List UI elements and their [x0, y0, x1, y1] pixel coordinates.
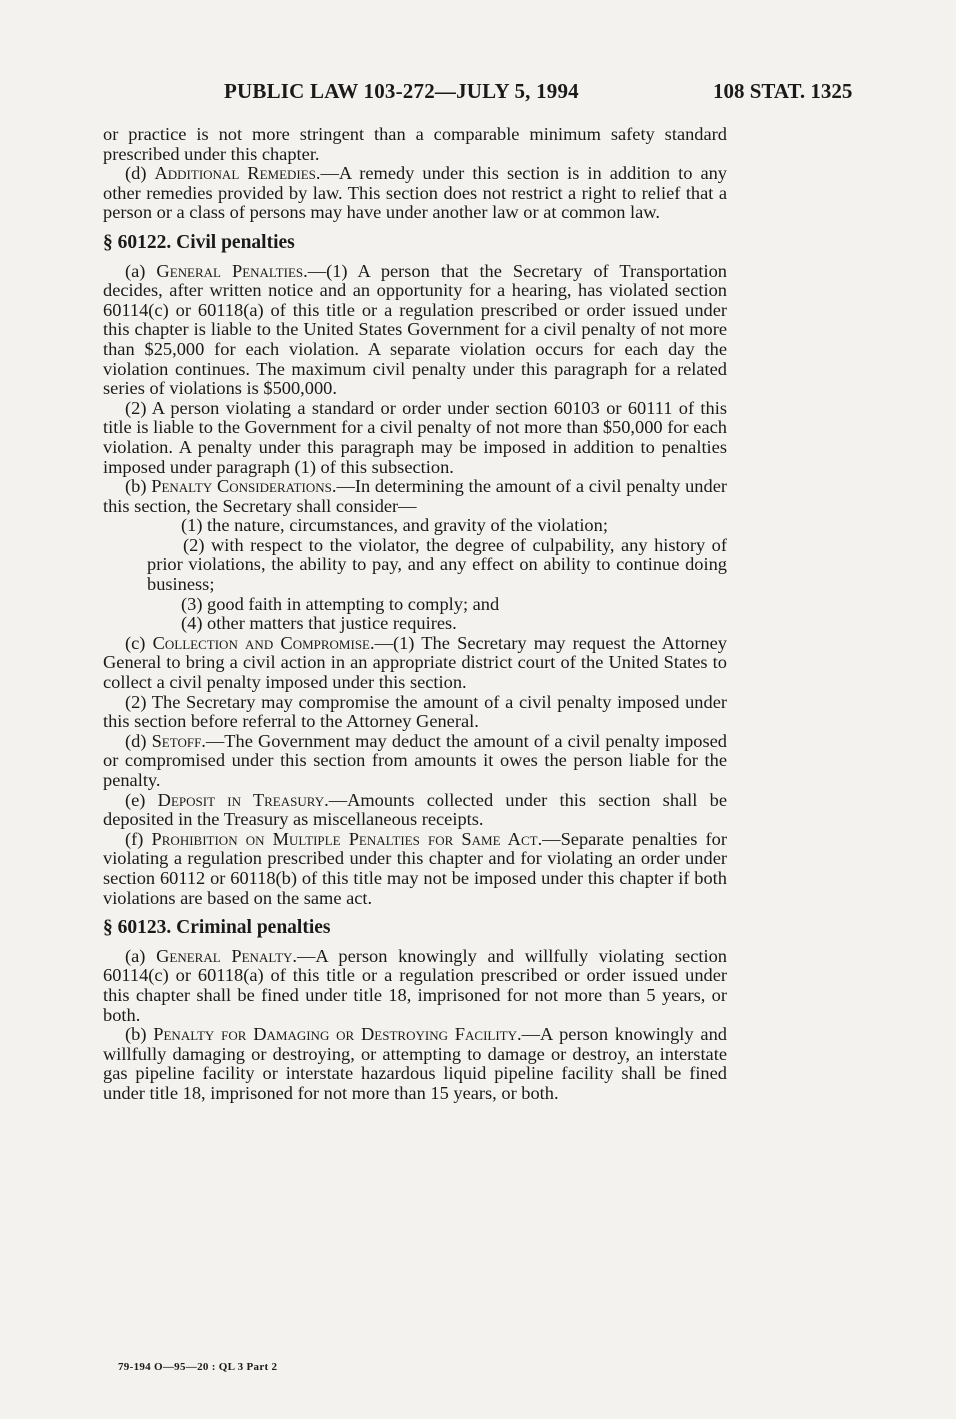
subsection-a-general-penalties	[103, 262, 727, 399]
subsection-marker: (c)	[125, 632, 153, 653]
statute-page-reference: 108 STAT. 1325	[713, 79, 853, 103]
subsection-marker: (d)	[125, 730, 152, 751]
print-footer: 79-194 O—95—20 : QL 3 Part 2	[118, 1361, 278, 1373]
subsection-text: —Amounts collected under this section shall be deposited in the Treasury as miscellaneous receipts.	[103, 789, 727, 830]
paragraph-2: (2) A person violating a standard or order under section 60103 or 60111 of this title is liable to the Government for a civil penalty of not more than $50,000 for each violation. A penalty under this paragraph may be imposed in addition to penalties imposed under paragraph (1) of this subsection.	[103, 397, 727, 477]
subsection-c-collection-and-compromise	[103, 634, 727, 693]
section-heading-60123: § 60123. Criminal penalties	[103, 917, 331, 939]
subsection-caption: General Penalties.	[156, 260, 308, 281]
subsection-a-general-penalty	[103, 947, 727, 1025]
subsection-text: —(1) The Secretary may request the Attorney General to bring a civil action in an appropriate district court of the United States to collect a civil penalty imposed under this section.	[103, 632, 727, 693]
subsection-caption: Penalty for Damaging or Destroying Facility.	[153, 1024, 522, 1045]
subsection-text: —(1) A person that the Secretary of Transportation decides, after written notice and an opportunity for a hearing, has violated section 60114(c) or 60118(a) of this title or a regulation prescribed or order issued under this chapter is liable to the United States Government for a civil penalty of not more than $25,000 for each violation. A separate violation occurs for each day the violation continues. The maximum civil penalty under this paragraph for a related series of violations is $500,000.	[103, 260, 727, 399]
subsection-text: —In determining the amount of a civil penalty under this section, the Secretary shall consider—	[103, 476, 727, 516]
subsection-b-penalty-considerations	[103, 477, 727, 516]
subsection-text: —A person knowingly and willfully violating section 60114(c) or 60118(a) of this title or a regulation prescribed or order issued under this chapter shall be fined under title 18, imprisoned for not more than 5 years, or both.	[103, 945, 727, 1025]
subsection-marker: (d)	[125, 163, 155, 184]
subsection-text: —A person knowingly and willfully damaging or destroying, or attempting to damage or destroy, an interstate gas pipeline facility or interstate hazardous liquid pipeline facility shall be fined under title 18, imprisoned for not more than 15 years, or both.	[103, 1024, 727, 1103]
subsection-text: —Separate penalties for violating a regulation prescribed under this chapter and for violating an order under section 60112 or 60118(b) of this title may not be imposed under this chapter if both violations are based on the same act.	[103, 828, 727, 908]
subsection-marker: (a)	[125, 945, 157, 966]
subsection-caption: Prohibition on Multiple Penalties for Same Act.	[151, 828, 543, 849]
paragraph-continuation: or practice is not more stringent than a comparable minimum safety standard prescribed under this chapter.	[103, 124, 727, 164]
subsection-marker: (f)	[125, 828, 152, 849]
subsection-text: —A remedy under this section is in addition to any other remedies provided by law. This section does not restrict a right to relief that a person or a class of persons may have under another law or at common law.	[103, 163, 727, 223]
subsection-caption: Penalty Considerations.	[151, 476, 337, 497]
subsection-f-prohibition-multiple-penalties	[103, 830, 727, 908]
list-item: (4) other matters that justice requires.	[181, 613, 457, 634]
subsection-marker: (e)	[125, 789, 158, 810]
subsection-marker: (a)	[125, 260, 157, 281]
running-title: PUBLIC LAW 103-272—JULY 5, 1994	[224, 79, 579, 103]
page-header	[0, 79, 956, 109]
subsection-marker: (b)	[125, 1024, 154, 1045]
subsection-e-deposit-in-treasury	[103, 791, 727, 830]
list-item: (2) with respect to the violator, the degree of culpability, any history of prior violations, the ability to pay, and any effect on ability to continue doing business;	[147, 534, 727, 595]
subsection-caption: General Penalty.	[156, 945, 298, 966]
subsection-caption: Setoff.	[151, 730, 206, 751]
subsection-caption: Collection and Compromise.	[152, 632, 375, 653]
list-item: (3) good faith in attempting to comply; and	[181, 593, 500, 614]
subsection-d-setoff	[103, 732, 727, 791]
paragraph-2-compromise: (2) The Secretary may compromise the amount of a civil penalty imposed under this section before referral to the Attorney General.	[103, 691, 727, 732]
body-text	[103, 125, 727, 1104]
section-heading-60122: § 60122. Civil penalties	[103, 231, 295, 253]
subsection-b-damaging-facility	[103, 1025, 727, 1103]
subsection-caption: Deposit in Treasury.	[157, 789, 329, 810]
subsection-d-additional-remedies	[103, 164, 727, 223]
list-item: (1) the nature, circumstances, and gravity of the violation;	[181, 515, 608, 536]
subsection-caption: Additional Remedies.	[154, 163, 321, 184]
subsection-marker: (b)	[125, 476, 152, 497]
subsection-text: —The Government may deduct the amount of a civil penalty imposed or compromised under this section from amounts it owes the person liable for the penalty.	[103, 730, 727, 790]
